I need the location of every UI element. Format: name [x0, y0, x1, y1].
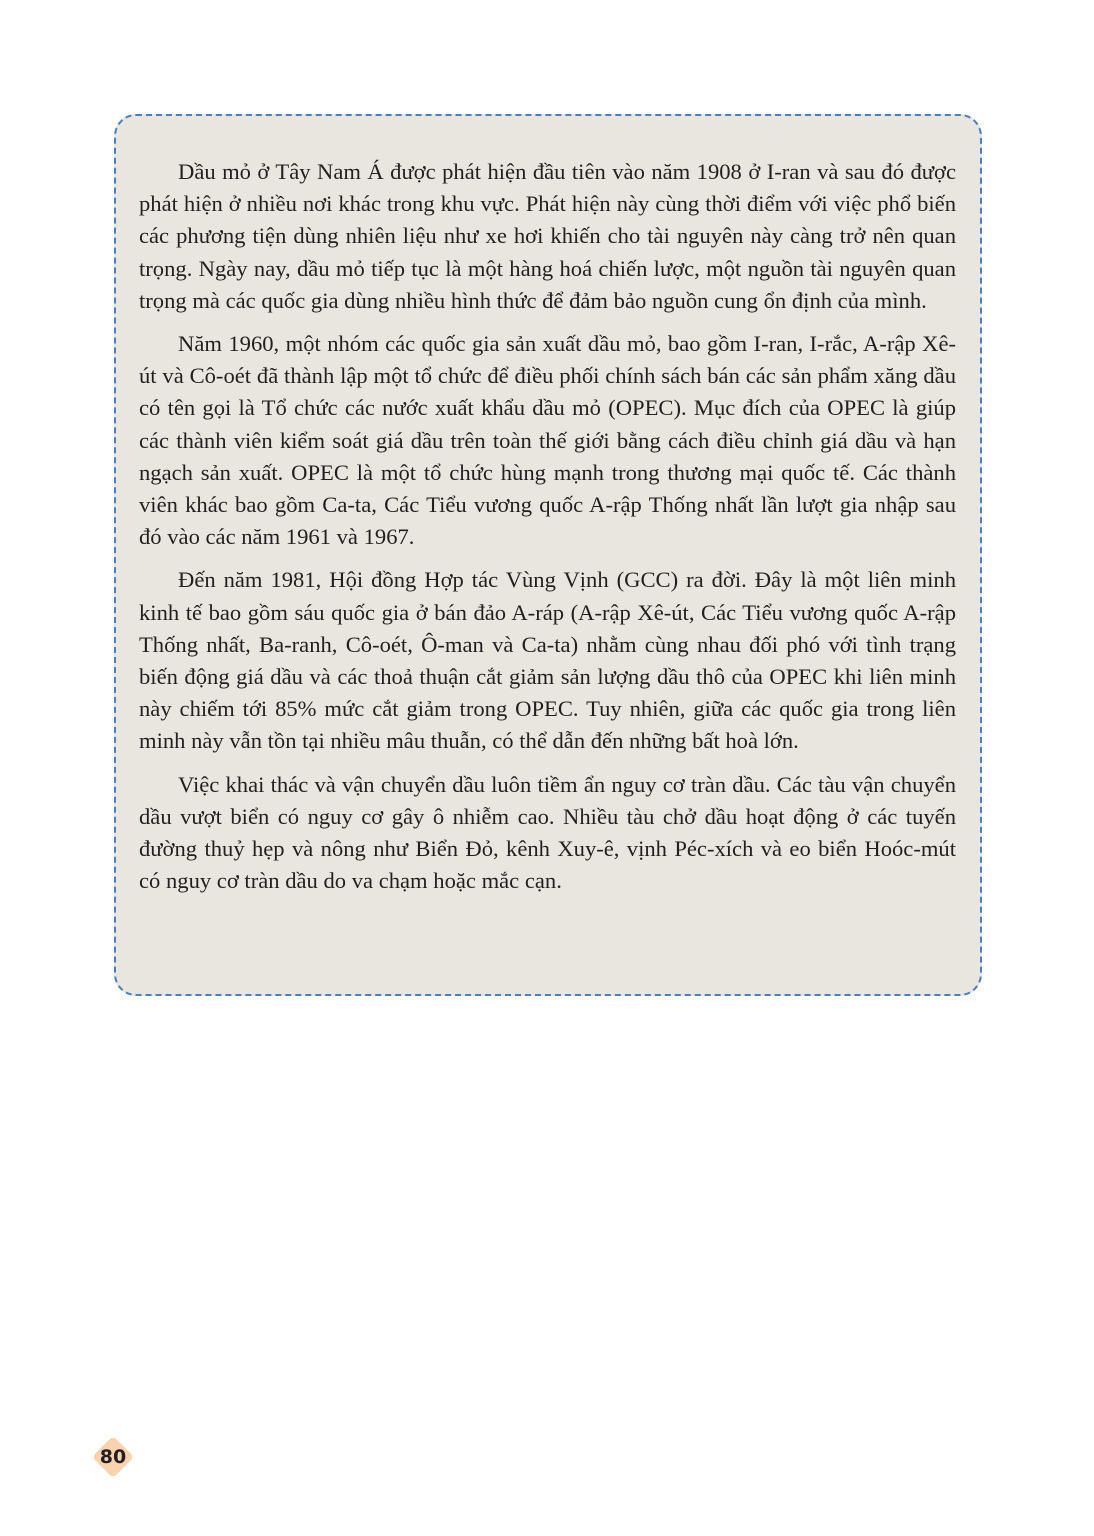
- paragraph-oil-spill: Việc khai thác và vận chuyển dầu luôn tiềm ẩn nguy cơ tràn dầu. Các tàu vận chuyển dầu vượt biển có nguy cơ gây ô nhiễm cao. Nhiều tàu chở dầu hoạt động ở các tuyến đường thuỷ hẹp và nông như Biển Đỏ, kênh Xuy-ê, vịnh Péc-xích và eo biển Hoóc-mút có nguy cơ tràn dầu do va chạm hoặc mắc cạn.: [139, 771, 956, 894]
- paragraph-gcc: Đến năm 1981, Hội đồng Hợp tác Vùng Vịnh (GCC) ra đời. Đây là một liên minh kinh tế bao gồm sáu quốc gia ở bán đảo A-ráp (A-rập Xê-út, Các Tiểu vương quốc A-rập Thống nhất, Ba-ranh, Cô-oét, Ô-man và Ca-ta) nhằm cùng nhau đối phó với tình trạng biến động giá dầu và các thoả thuận cắt giảm sản lượng dầu thô của OPEC khi liên minh này chiếm tới 85% mức cắt giảm trong OPEC. Tuy nhiên, giữa các quốc gia trong liên minh này vẫn tồn tại nhiều mâu thuẫn, có thể dẫn đến những bất hoà lớn.: [139, 567, 956, 754]
- paragraph-opec: Năm 1960, một nhóm các quốc gia sản xuất dầu mỏ, bao gồm I-ran, I-rắc, A-rập Xê-út và Cô-oét đã thành lập một tổ chức để điều phối chính sách bán các sản phẩm xăng dầu có tên gọi là Tổ chức các nước xuất khẩu dầu mỏ (OPEC). Mục đích của OPEC là giúp các thành viên kiểm soát giá dầu trên toàn thế giới bằng cách điều chỉnh giá dầu và hạn ngạch sản xuất. OPEC là một tổ chức hùng mạnh trong thương mại quốc tế. Các thành viên khác bao gồm Ca-ta, Các Tiểu vương quốc A-rập Thống nhất lần lượt gia nhập sau đó vào các năm 1961 và 1967.: [139, 331, 956, 550]
- paragraph-oil-discovery: Dầu mỏ ở Tây Nam Á được phát hiện đầu tiên vào năm 1908 ở I-ran và sau đó được phát hiện ở nhiều nơi khác trong khu vực. Phát hiện này cùng thời điểm với việc phổ biến các phương tiện dùng nhiên liệu như xe hơi khiến cho tài nguyên này càng trở nên quan trọng. Ngày nay, dầu mỏ tiếp tục là một hàng hoá chiến lược, một nguồn tài nguyên quan trọng mà các quốc gia dùng nhiều hình thức để đảm bảo nguồn cung ổn định của mình.: [139, 159, 956, 313]
- page-number-badge: [92, 1436, 134, 1478]
- reading-box: [114, 114, 982, 996]
- page-number: 80: [99, 1446, 127, 1468]
